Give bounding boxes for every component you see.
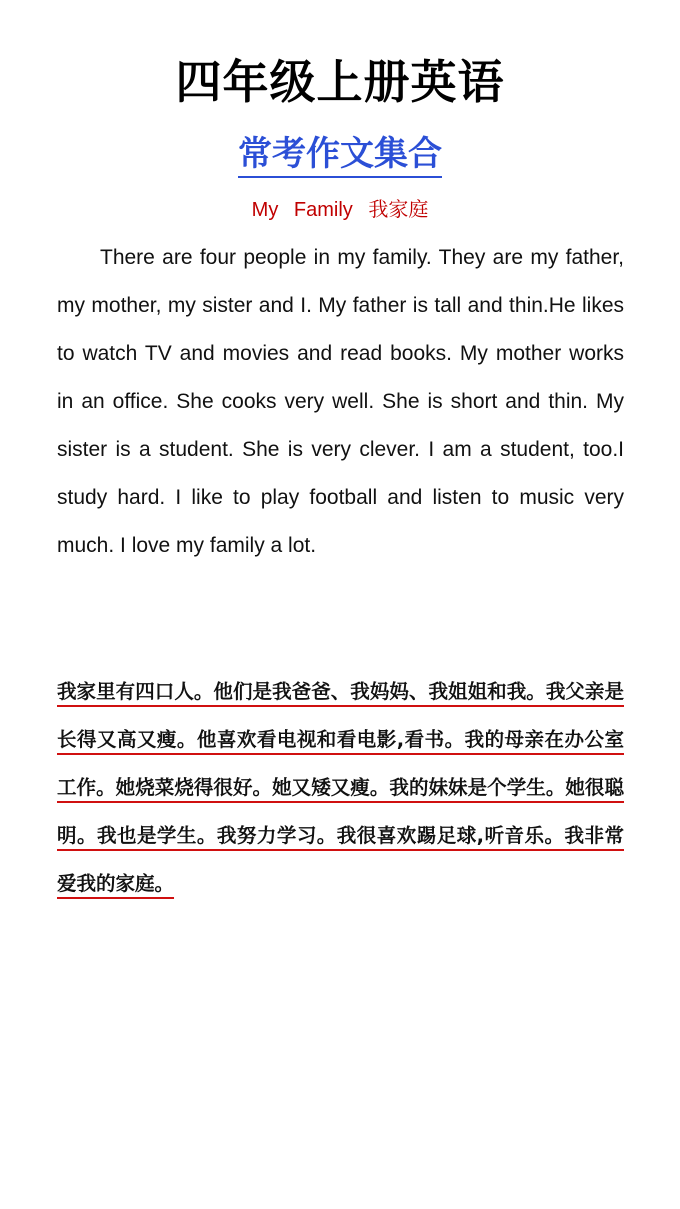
chinese-translation-text: 我家里有四口人。他们是我爸爸、我妈妈、我姐姐和我。我父亲是长得又高又瘦。他喜欢看电视和看电影,看书。我的母亲在办公室工作。她烧菜烧得很好。她又矮又瘦。我的妹妹是个学生。她很聪明。我也是学生。我努力学习。我很喜欢踢足球,听音乐。我非常爱我的家庭。 [57,680,624,895]
chinese-translation-paragraph [57,668,624,908]
sub-title: 常考作文集合 [238,132,442,178]
essay-title: My Family 我家庭 [251,199,429,221]
english-essay-paragraph: There are four people in my family. They are my father, my mother, my sister and I. My father is tall and thin.He likes to watch TV and movies and read books. My mother works in an office. She cooks very well. She is short and thin. My sister is a student. She is very clever. I am a student, too.I study hard. I like to play football and listen to music very much. I love my family a lot. [57,246,624,557]
main-title: 四年级上册英语 [175,55,505,109]
sub-title-container [0,132,680,178]
